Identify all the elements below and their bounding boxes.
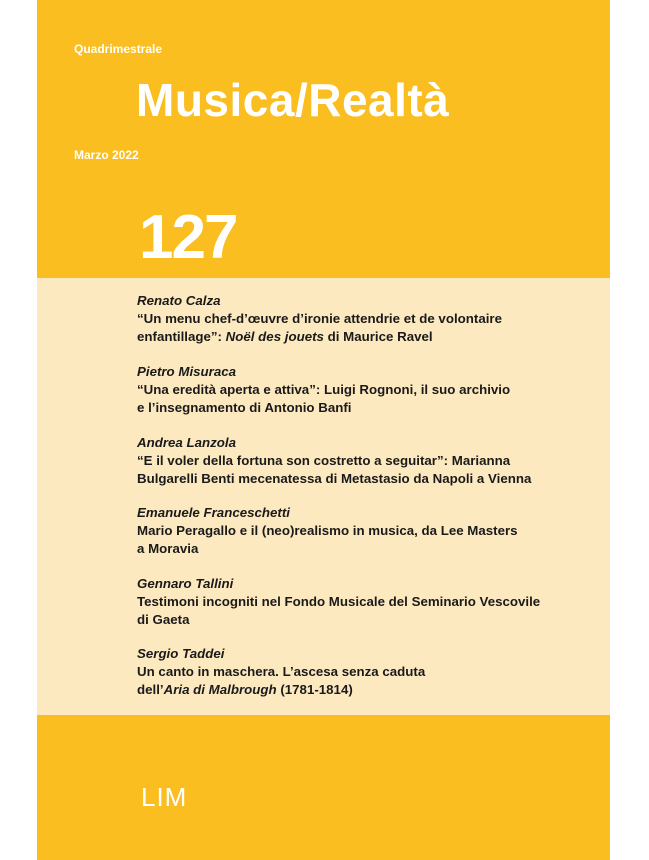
title-text: (1781-1814) bbox=[276, 682, 353, 697]
article-title-line: “E il voler della fortuna son costretto a seguitar”: Marianna bbox=[137, 453, 511, 468]
article-title-line: Testimoni incogniti nel Fondo Musicale del Seminario Vescovile bbox=[137, 594, 541, 609]
article-author: Sergio Taddei bbox=[137, 646, 225, 661]
table-of-contents bbox=[37, 278, 610, 715]
article-entry bbox=[137, 434, 597, 488]
article-author: Pietro Misuraca bbox=[137, 364, 237, 379]
title-text: di Maurice Ravel bbox=[323, 329, 433, 344]
periodicity-label: Quadrimestrale bbox=[74, 42, 163, 56]
book-cover bbox=[37, 0, 610, 860]
article-entry bbox=[137, 645, 597, 699]
article-title-line: a Moravia bbox=[137, 541, 199, 556]
article-title-line bbox=[137, 328, 597, 346]
journal-title: Musica/Realtà bbox=[136, 74, 450, 126]
article-title-line: “Un menu chef-d’œuvre d’ironie attendrie et de volontaire bbox=[137, 311, 502, 326]
article-title-line: e l’insegnamento di Antonio Banfi bbox=[137, 400, 352, 415]
article-author: Gennaro Tallini bbox=[137, 576, 234, 591]
article-title-line: di Gaeta bbox=[137, 612, 190, 627]
title-text: dell’ bbox=[137, 682, 164, 697]
article-author: Emanuele Franceschetti bbox=[137, 505, 290, 520]
article-title-line: Bulgarelli Benti mecenatessa di Metastasio da Napoli a Vienna bbox=[137, 471, 532, 486]
title-text: enfantillage”: bbox=[137, 329, 226, 344]
publisher-logo: LIM bbox=[141, 782, 188, 812]
title-italic-text: Aria di Malbrough bbox=[163, 682, 277, 697]
issue-number: 127 bbox=[139, 203, 237, 272]
article-author: Andrea Lanzola bbox=[137, 435, 237, 450]
article-entry bbox=[137, 363, 597, 417]
article-title-line bbox=[137, 681, 597, 699]
article-title-line: Mario Peragallo e il (neo)realismo in musica, da Lee Masters bbox=[137, 523, 518, 538]
article-title-line: “Una eredità aperta e attiva”: Luigi Rognoni, il suo archivio bbox=[137, 382, 511, 397]
article-author: Renato Calza bbox=[137, 293, 221, 308]
article-title-line: Un canto in maschera. L’ascesa senza caduta bbox=[137, 664, 426, 679]
issue-date: Marzo 2022 bbox=[74, 148, 139, 162]
article-entry bbox=[137, 575, 597, 629]
article-entry bbox=[137, 504, 597, 558]
title-italic-text: Noël des jouets bbox=[225, 329, 324, 344]
article-entry bbox=[137, 292, 597, 346]
